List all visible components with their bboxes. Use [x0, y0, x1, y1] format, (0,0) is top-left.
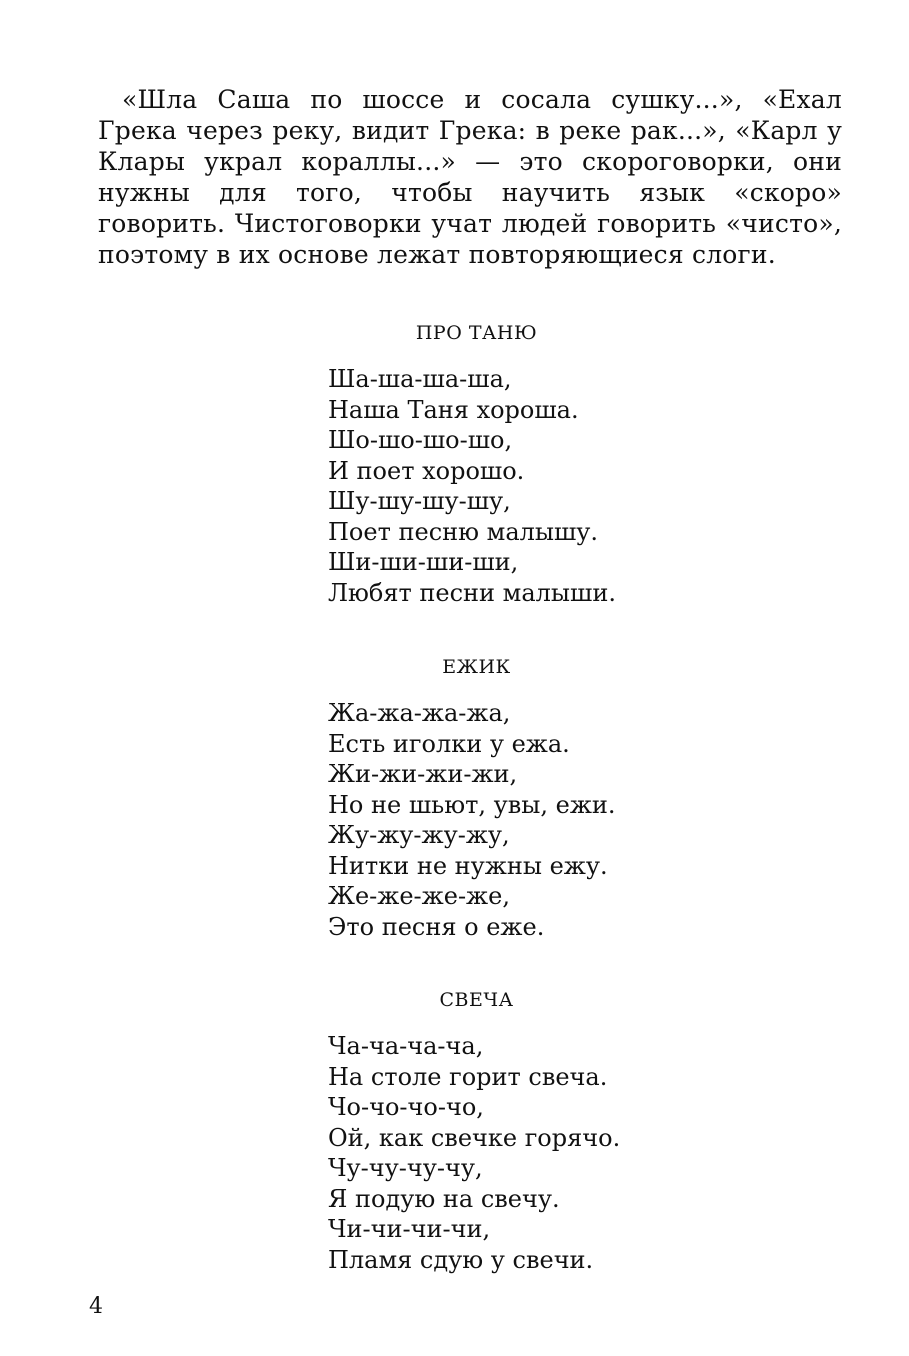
intro-text: «Шла Саша по шоссе и сосала сушку...», «Ехал Грека через реку, видит Грека: в реке рак...», «Карл у Клары украл кораллы...» — это скороговорки, они нужны для того, чтобы научить язык «скоро» говорить. Чистоговорки учат людей говорить «чисто», поэтому в их основе лежат повторяющиеся слоги.	[98, 85, 842, 269]
poem-line: Я подую на свечу.	[328, 1184, 560, 1213]
poem-line: Ша-ша-ша-ша,	[328, 365, 512, 393]
poem-line: Шу-шу-шу-шу,	[328, 487, 511, 515]
poem-line: Но не шьют, увы, ежи.	[328, 790, 616, 819]
poem-title: ПРО ТАНЮ	[415, 322, 538, 344]
poem-title: ЕЖИК	[442, 656, 511, 678]
poem-line: Же-же-же-же,	[328, 882, 510, 910]
poem-lines	[328, 1031, 620, 1275]
poem-line: И поет хорошо.	[328, 456, 525, 485]
poem-line: Пламя сдую у свечи.	[328, 1245, 594, 1274]
poem-lines	[328, 364, 616, 608]
poem-line: Есть иголки у ежа.	[328, 729, 570, 758]
page-number: 4	[89, 1294, 103, 1319]
poem-line: Жа-жа-жа-жа,	[328, 699, 511, 727]
poem-line: Нитки не нужны ежу.	[328, 851, 608, 880]
poem-title: СВЕЧА	[439, 989, 514, 1011]
poem-line: Жи-жи-жи-жи,	[328, 760, 518, 788]
poem-line: На столе горит свеча.	[328, 1062, 608, 1091]
poem-lines	[328, 698, 616, 942]
poem-line: Чи-чи-чи-чи,	[328, 1215, 491, 1243]
poem-line: Это песня о еже.	[328, 912, 545, 941]
poem-line: Чо-чо-чо-чо,	[328, 1093, 484, 1121]
poem-line: Ча-ча-ча-ча,	[328, 1032, 484, 1060]
poem-line: Шо-шо-шо-шо,	[328, 426, 513, 454]
poem-line: Наша Таня хороша.	[328, 395, 579, 424]
poem-line: Жу-жу-жу-жу,	[328, 821, 510, 849]
poem-line: Ши-ши-ши-ши,	[328, 548, 519, 576]
poem-line: Любят песни малыши.	[328, 578, 616, 607]
poem-line: Ой, как свечке горячо.	[328, 1123, 621, 1152]
poem-line: Поет песню малышу.	[328, 517, 599, 546]
poem-line: Чу-чу-чу-чу,	[328, 1154, 483, 1182]
intro-paragraph	[98, 84, 842, 270]
